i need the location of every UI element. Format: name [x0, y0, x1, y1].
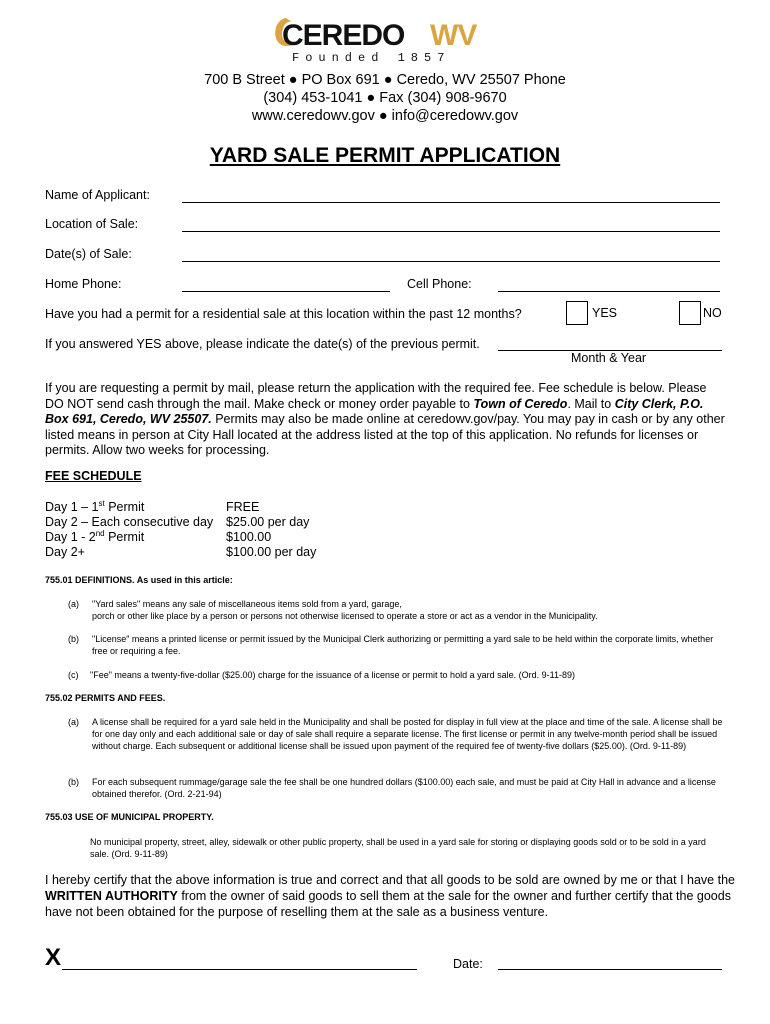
instructions-paragraph: If you are requesting a permit by mail, please return the application with the required fee. Fee schedule is below. Please DO NOT send cash through the mail. Make check or money order payable to Town of Ceredo. Mail to City Clerk, P.O. Box 691, Ceredo, WV 25507. Permits may also be made online at ceredowv.gov/pay. You may pay in cash or by any other listed means in person at City Hall located at the address listed at the top of this application. No refunds for licenses or permits. Allow two weeks for processing.: [45, 381, 725, 457]
address-line-1: 700 B Street ● PO Box 691 ● Ceredo, WV 25507 Phone: [204, 72, 566, 88]
dates-label: Date(s) of Sale:: [45, 247, 132, 261]
fee-schedule-heading: FEE SCHEDULE: [45, 469, 142, 483]
logo-suffix: WV: [430, 19, 477, 52]
mail-to-address: City Clerk, P.O. Box 691, Ceredo, WV 25507.: [45, 396, 704, 426]
home-phone-field[interactable]: [182, 291, 390, 292]
section-755-01-heading: 755.01 DEFINITIONS. As used in this article:: [45, 575, 233, 585]
s2-a-mark: (a): [68, 717, 79, 727]
s1-a-mark: (a): [68, 599, 79, 609]
s3-text: No municipal property, street, alley, sidewalk or other public property, shall be used in a yard sale for storing or displaying goods sold or to be sold in a yard sale. (Ord. 9-11-89): [90, 837, 706, 859]
home-phone-label: Home Phone:: [45, 277, 122, 291]
payee: Town of Ceredo: [473, 396, 568, 411]
s2-a-text: A license shall be required for a yard sale held in the Municipality and shall be posted for display in full view at the place and time of the sale. A license shall be for one day only and each additional sale or day of sale shall require a separate license. The first license or permit in any twelve-month period shall be issued without charge. Each subsequent or additional license shall be issued upon payment of the required fee of twenty-five dollars ($25.00). (Ord. 9-11-89): [92, 717, 723, 751]
s1-c-mark: (c): [68, 670, 79, 680]
s1-c-text: "Fee" means a twenty-five-dollar ($25.00) charge for the issuance of a license or permit to hold a yard sale. (Ord. 9-11-89): [90, 670, 575, 680]
cell-phone-label: Cell Phone:: [407, 277, 472, 291]
name-label: Name of Applicant:: [45, 188, 150, 202]
s2-b-mark: (b): [68, 777, 79, 787]
s1-b-text: "License" means a printed license or permit issued by the Municipal Clerk authorizing or permitting a yard sale to be held within the corporate limits, whether free or requiring a fee.: [92, 634, 714, 656]
page-title: YARD SALE PERMIT APPLICATION: [209, 144, 561, 167]
address-line-3: www.ceredowv.gov ● info@ceredowv.gov: [251, 108, 519, 124]
fee-row: Day 2+ $100.00 per day: [45, 545, 317, 559]
ceredo-logo: [0, 12, 770, 64]
no-label: NO: [703, 306, 722, 320]
logo-name: CEREDO: [282, 19, 405, 52]
month-year-label: Month & Year: [571, 351, 647, 365]
permit-question: Have you had a permit for a residential sale at this location within the past 12 months?: [45, 307, 522, 321]
ceredo-logo-mark: [270, 12, 500, 64]
fee-row: Day 1 - 2nd Permit $100.00: [45, 528, 272, 544]
location-label: Location of Sale:: [45, 217, 139, 231]
s1-a-text: "Yard sales" means any sale of miscellaneous items sold from a yard, garage, porch or other like place by a person or persons not otherwise licensed to operate a store or act as a vendor in the Municipality.: [92, 599, 598, 621]
signature-field[interactable]: [62, 969, 417, 970]
date-label: Date:: [453, 957, 483, 971]
no-checkbox[interactable]: [679, 301, 701, 325]
address-line-2: (304) 453-1041 ● Fax (304) 908-9670: [263, 90, 507, 106]
location-field[interactable]: [182, 231, 720, 232]
section-755-02-heading: 755.02 PERMITS AND FEES.: [45, 693, 166, 703]
cell-phone-field[interactable]: [498, 291, 720, 292]
dates-field[interactable]: [182, 261, 720, 262]
name-field[interactable]: [182, 202, 720, 203]
yes-label: YES: [592, 306, 618, 320]
s1-b-mark: (b): [68, 634, 79, 644]
fee-row: Day 1 – 1st Permit FREE: [45, 498, 260, 514]
certification-paragraph: I hereby certify that the above information is true and correct and that all goods to be sold are owned by me or that I have the WRITTEN AUTHORITY from the owner of said goods to sell them at the sale for the owner and further certify that the goods have not been obtained for the purpose of reselling them at the sale as a business venture.: [45, 873, 735, 919]
logo-tagline: Founded 1857: [292, 51, 451, 64]
date-field[interactable]: [498, 969, 722, 970]
written-authority: WRITTEN AUTHORITY: [45, 889, 178, 903]
section-755-03-heading: 755.03 USE OF MUNICIPAL PROPERTY.: [45, 812, 214, 822]
fee-row: Day 2 – Each consecutive day $25.00 per day: [45, 515, 310, 529]
signature-x-mark: X: [45, 944, 62, 971]
address-block: [0, 71, 770, 125]
s2-b-text: For each subsequent rummage/garage sale the fee shall be one hundred dollars ($100.00) each sale, and must be paid at City Hall in advance and a license obtained therefor. (Ord. 2-21-94): [92, 777, 716, 799]
previous-dates-label: If you answered YES above, please indicate the date(s) of the previous permit.: [45, 337, 480, 351]
yes-checkbox[interactable]: [566, 301, 588, 325]
